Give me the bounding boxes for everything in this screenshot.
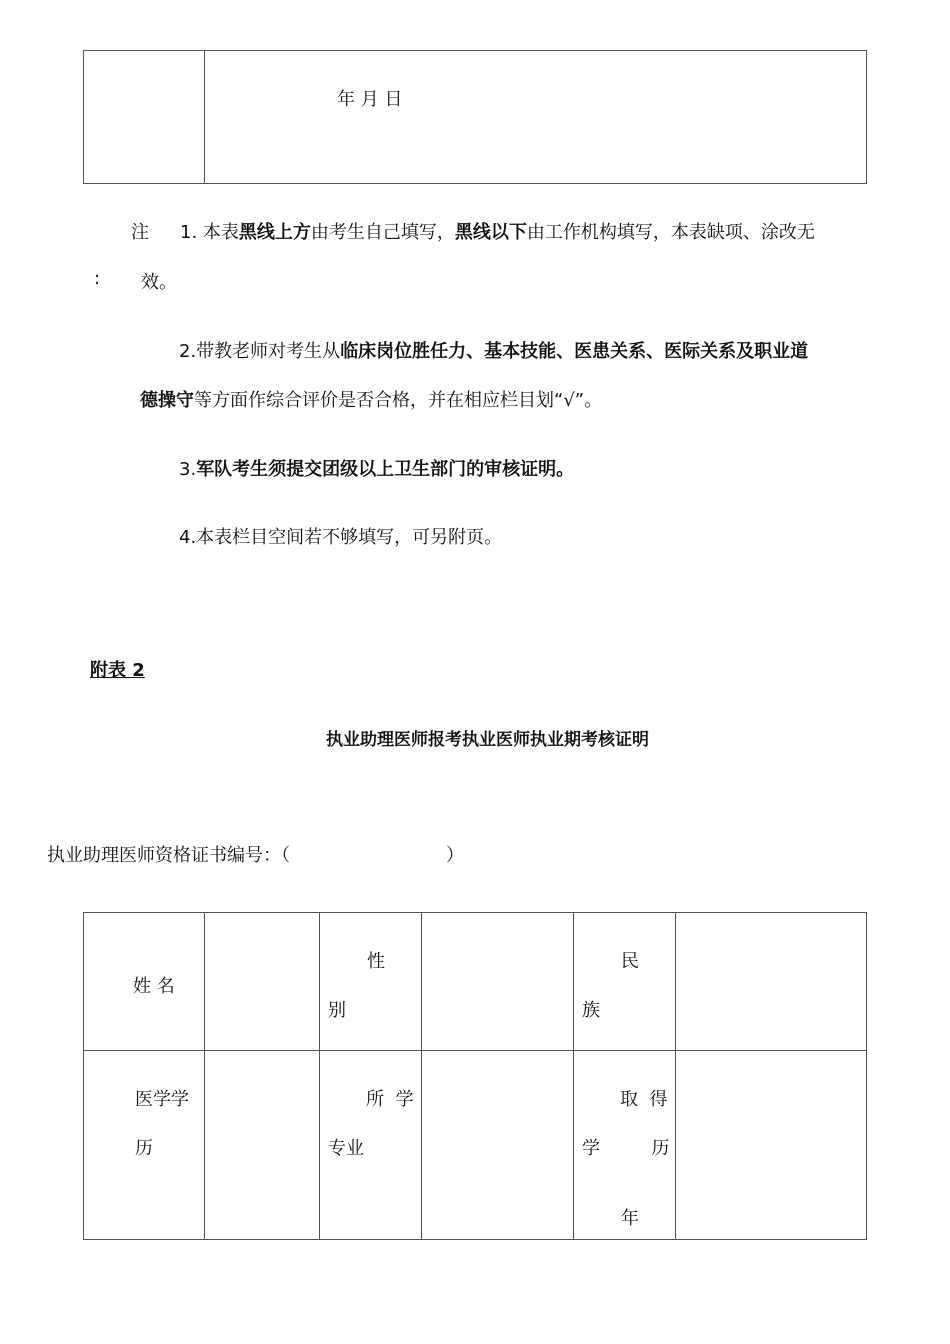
- note-2-bold2: 德操守: [140, 390, 194, 411]
- note-3-bold: 军队考生须提交团级以上卫生部门的审核证明。: [196, 459, 575, 480]
- note-1-cont: 效。: [141, 272, 177, 293]
- info-table: [83, 912, 867, 1240]
- note-1-mid2: 由工作机构填写，本表缺项、涂改无: [526, 222, 815, 243]
- label-gender-1: 性: [367, 951, 385, 972]
- note-label: 注: [131, 222, 149, 243]
- note-2-bold1: 临床岗位胜任力、基本技能、医患关系、医际关系及职业道: [340, 341, 809, 362]
- note-2-suffix: 等方面作综合评价是否合格，并在相应栏目划“√”。: [194, 390, 603, 411]
- note-3: [179, 455, 574, 481]
- note-1-bold-below: 黑线以下: [454, 222, 527, 243]
- label-name: 姓 名: [133, 976, 175, 997]
- note-colon: :: [94, 268, 101, 289]
- appendix-label: 附表 2: [90, 660, 145, 681]
- note-4: 4.本表栏目空间若不够填写，可另附页。: [179, 527, 503, 548]
- note-2-line2: [140, 386, 602, 412]
- label-year-1: 取 得: [620, 1089, 668, 1110]
- label-year-3: 年: [621, 1208, 639, 1229]
- info-table-col-4: [573, 912, 574, 1240]
- label-education-2: 历: [135, 1138, 153, 1159]
- label-year-2: 学 历: [582, 1138, 670, 1159]
- note-1-mid1: 由考生自己填写，: [310, 222, 455, 243]
- label-major-1: 所 学: [366, 1089, 414, 1110]
- date-text: 年 月 日: [337, 89, 403, 110]
- info-table-col-1: [204, 912, 205, 1240]
- note-2-prefix: 2.带教老师对考生从: [179, 341, 341, 362]
- top-table: [83, 50, 867, 184]
- info-table-col-5: [675, 912, 676, 1240]
- cert-number-label: 执业助理医师资格证书编号：（: [47, 845, 290, 866]
- label-major-2: 专业: [328, 1138, 364, 1159]
- info-table-row-divider: [83, 1050, 867, 1051]
- top-table-divider: [204, 50, 205, 184]
- info-table-col-3: [421, 912, 422, 1240]
- note-1-bold-above: 黑线上方: [238, 222, 311, 243]
- label-gender-2: 别: [328, 1000, 346, 1021]
- cert-number-close: ）: [446, 845, 464, 866]
- note-1-prefix: 1. 本表: [180, 222, 239, 243]
- note-2-line1: [179, 337, 808, 363]
- label-ethnic-2: 族: [582, 1000, 600, 1021]
- info-table-col-2: [319, 912, 320, 1240]
- note-3-prefix: 3.: [179, 459, 197, 480]
- appendix-title: 执业助理医师报考执业医师执业期考核证明: [326, 730, 649, 750]
- note-1: [180, 218, 815, 244]
- label-ethnic-1: 民: [621, 951, 639, 972]
- label-education-1: 医学学: [135, 1089, 189, 1110]
